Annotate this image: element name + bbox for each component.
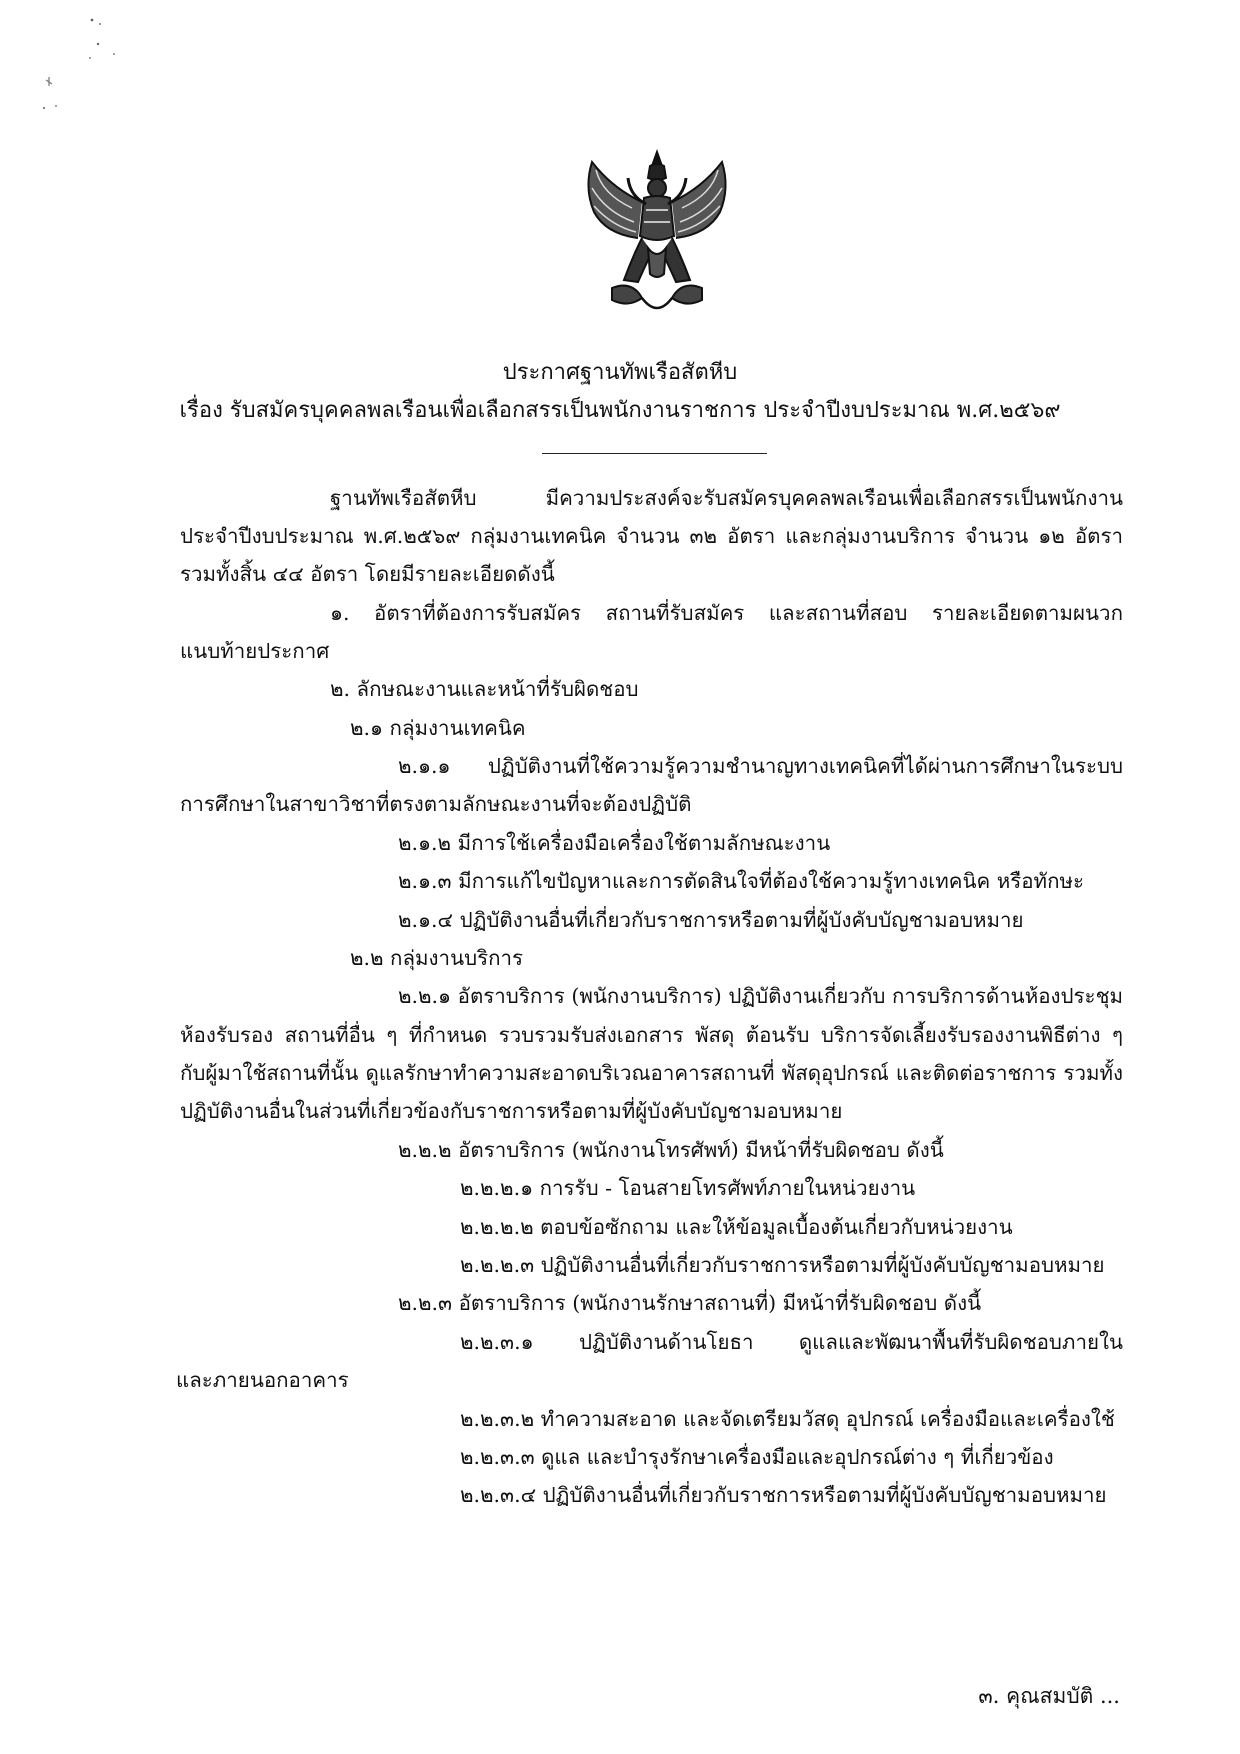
section-2-1-3-line: ๒.๑.๓ มีการแก้ไขปัญหาและการตัดสินใจที่ต้องใช้ความรู้ทางเทคนิค หรือทักษะ: [398, 869, 1085, 893]
section-2-2-1-line: ปฏิบัติงานอื่นในส่วนที่เกี่ยวข้องกับราชการหรือตามที่ผู้บังคับบัญชามอบหมาย: [180, 1099, 843, 1123]
section-2-1-1-line: ๒.๑.๑ ปฏิบัติงานที่ใช้ความรู้ความชำนาญทางเทคนิคที่ได้ผ่านการศึกษาในระบบ: [398, 754, 1123, 778]
paragraph-line: ประจำปีงบประมาณ พ.ศ.๒๕๖๙ กลุ่มงานเทคนิค จำนวน ๓๒ อัตรา และกลุ่มงานบริการ จำนวน ๑๒ อัตรา: [180, 524, 1123, 548]
section-2-2-heading: ๒.๒ กลุ่มงานบริการ: [350, 946, 524, 970]
section-2-heading: ๒. ลักษณะงานและหน้าที่รับผิดชอบ: [330, 677, 639, 701]
section-2-2-2-line: ๒.๒.๒ อัตราบริการ (พนักงานโทรศัพท์) มีหน้าที่รับผิดชอบ ดังนี้: [398, 1138, 944, 1162]
continuation-note: ๓. คุณสมบัติ ...: [978, 1684, 1120, 1708]
section-2-2-3-line: ๒.๒.๓ อัตราบริการ (พนักงานรักษาสถานที่) มีหน้าที่รับผิดชอบ ดังนี้: [398, 1291, 982, 1315]
section-1-line: ๑. อัตราที่ต้องการรับสมัคร สถานที่รับสมัคร และสถานที่สอบ รายละเอียดตามผนวก: [330, 601, 1123, 625]
section-2-1-4-line: ๒.๑.๔ ปฏิบัติงานอื่นที่เกี่ยวกับราชการหรือตามที่ผู้บังคับบัญชามอบหมาย: [398, 908, 1024, 932]
paragraph-line: รวมทั้งสิ้น ๔๔ อัตรา โดยมีรายละเอียดดังนี้: [180, 562, 555, 586]
section-2-2-3-3-line: ๒.๒.๓.๓ ดูแล และบำรุงรักษาเครื่องมือและอุปกรณ์ต่าง ๆ ที่เกี่ยวข้อง: [460, 1445, 1054, 1469]
section-2-2-3-4-line: ๒.๒.๓.๔ ปฏิบัติงานอื่นที่เกี่ยวกับราชการหรือตามที่ผู้บังคับบัญชามอบหมาย: [460, 1483, 1107, 1507]
section-2-2-3-1-line: ๒.๒.๓.๑ ปฏิบัติงานด้านโยธา ดูแลและพัฒนาพื้นที่รับผิดชอบภายใน: [460, 1330, 1123, 1354]
section-2-2-2-2-line: ๒.๒.๒.๒ ตอบข้อซักถาม และให้ข้อมูลเบื้องต้นเกี่ยวกับหน่วยงาน: [460, 1215, 1013, 1239]
section-2-1-2-line: ๒.๑.๒ มีการใช้เครื่องมือเครื่องใช้ตามลักษณะงาน: [398, 831, 831, 855]
section-2-2-1-line: ห้องรับรอง สถานที่อื่น ๆ ที่กำหนด รวบรวมรับส่งเอกสาร พัสดุ ต้อนรับ บริการจัดเลี้ยงรับรองงานพิธีต่าง ๆ: [180, 1023, 1123, 1047]
garuda-emblem-icon: [572, 148, 742, 318]
scan-specks: [30, 10, 140, 130]
section-2-2-2-3-line: ๒.๒.๒.๓ ปฏิบัติงานอื่นที่เกี่ยวกับราชการหรือตามที่ผู้บังคับบัญชามอบหมาย: [460, 1253, 1105, 1277]
announcement-subject: เรื่อง รับสมัครบุคคลพลเรือนเพื่อเลือกสรรเป็นพนักงานราชการ ประจำปีงบประมาณ พ.ศ.๒๕๖๙: [179, 398, 1061, 423]
paragraph-line: ฐานทัพเรือสัตหีบ มีความประสงค์จะรับสมัครบุคคลพลเรือนเพื่อเลือกสรรเป็นพนักงาน: [330, 486, 1123, 510]
section-2-2-2-1-line: ๒.๒.๒.๑ การรับ - โอนสายโทรศัพท์ภายในหน่วยงาน: [460, 1176, 916, 1200]
section-1-line: แนบท้ายประกาศ: [180, 639, 330, 663]
section-2-2-1-line: กับผู้มาใช้สถานที่นั้น ดูแลรักษาทำความสะอาดบริเวณอาคารสถานที่ พัสดุอุปกรณ์ และติดต่อราชการ รวมทั้ง: [180, 1061, 1123, 1085]
section-2-1-heading: ๒.๑ กลุ่มงานเทคนิค: [350, 716, 526, 740]
section-2-1-1-line: การศึกษาในสาขาวิชาที่ตรงตามลักษณะงานที่จะต้องปฏิบัติ: [180, 792, 692, 816]
title-divider: [542, 453, 767, 454]
section-2-2-3-1-line: และภายนอกอาคาร: [176, 1368, 349, 1392]
announcement-title: ประกาศฐานทัพเรือสัตหีบ: [502, 360, 738, 385]
section-2-2-1-line: ๒.๒.๑ อัตราบริการ (พนักงานบริการ) ปฏิบัติงานเกี่ยวกับ การบริการด้านห้องประชุม: [398, 984, 1123, 1008]
section-2-2-3-2-line: ๒.๒.๓.๒ ทำความสะอาด และจัดเตรียมวัสดุ อุปกรณ์ เครื่องมือและเครื่องใช้: [460, 1407, 1115, 1431]
